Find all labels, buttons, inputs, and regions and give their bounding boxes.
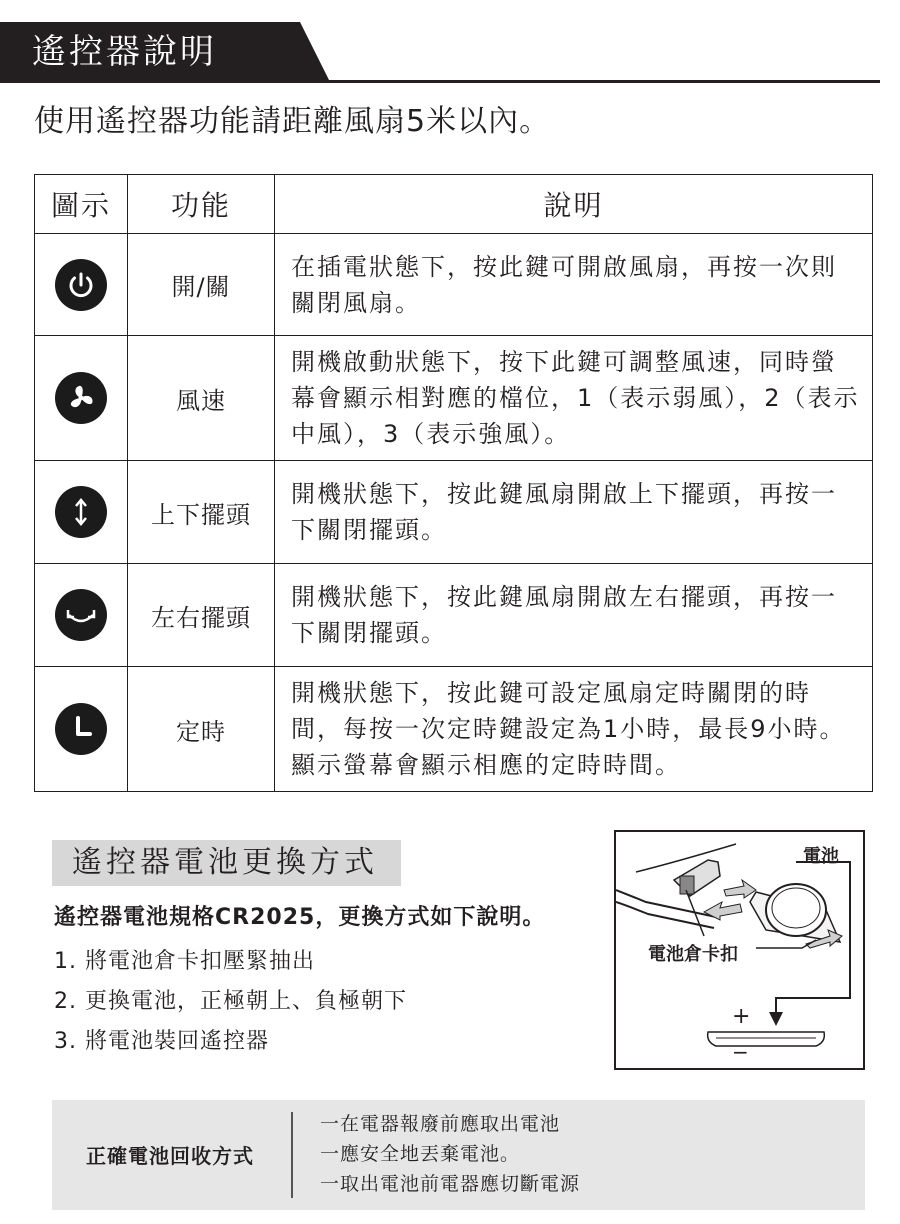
function-label: 左右擺頭 — [128, 564, 275, 667]
function-description: 開機狀態下，按此鍵可設定風扇定時關閉的時間，每按一次定時鍵設定為1小時，最長9小時。顯示螢幕會顯示相應的定時時間。 — [275, 667, 873, 792]
recycle-box — [52, 1100, 865, 1210]
function-table — [34, 174, 873, 792]
function-label: 開/關 — [128, 234, 275, 336]
horizontal-swing-icon — [55, 589, 107, 641]
table-row — [35, 461, 873, 564]
vertical-swing-icon — [55, 486, 107, 538]
table-header-row — [35, 175, 873, 234]
recycle-title: 正確電池回收方式 — [86, 1144, 254, 1168]
step-item: 2. 更換電池，正極朝上、負極朝下 — [54, 989, 407, 1014]
table-row — [35, 336, 873, 461]
function-label: 定時 — [128, 667, 275, 792]
minus-sign: − — [732, 1040, 749, 1064]
table-row — [35, 234, 873, 336]
fan-speed-icon — [55, 372, 107, 424]
function-description: 開機狀態下，按此鍵風扇開啟上下擺頭，再按一下關閉擺頭。 — [275, 461, 873, 564]
page-title: 遙控器說明 — [32, 32, 217, 72]
clip-label: 電池倉卡扣 — [648, 944, 738, 965]
table-row — [35, 564, 873, 667]
timer-icon — [55, 703, 107, 755]
function-description: 在插電狀態下，按此鍵可開啟風扇，再按一次則關閉風扇。 — [275, 234, 873, 336]
step-item: 1. 將電池倉卡扣壓緊抽出 — [54, 949, 315, 974]
function-description: 開機啟動狀態下，按下此鍵可調整風速，同時螢幕會顯示相對應的檔位，1（表示弱風），2（表示中風），3（表示強風）。 — [275, 336, 873, 461]
function-description: 開機狀態下，按此鍵風扇開啟左右擺頭，再按一下關閉擺頭。 — [275, 564, 873, 667]
battery-spec: 遙控器電池規格CR2025，更換方式如下說明。 — [54, 905, 546, 930]
recycle-item: 一應安全地丟棄電池。 — [320, 1143, 521, 1165]
battery-diagram — [614, 830, 865, 1070]
header-description: 說明 — [275, 175, 873, 234]
plus-sign: + — [732, 1004, 751, 1029]
intro-text: 使用遙控器功能請距離風扇5米以內。 — [34, 104, 551, 139]
divider — [291, 1112, 293, 1198]
power-icon — [55, 259, 107, 311]
function-label: 風速 — [128, 336, 275, 461]
header-icon: 圖示 — [35, 175, 128, 234]
battery-label: 電池 — [803, 846, 839, 867]
function-label: 上下擺頭 — [128, 461, 275, 564]
recycle-item: 一在電器報廢前應取出電池 — [320, 1113, 561, 1135]
step-item: 3. 將電池裝回遙控器 — [54, 1029, 269, 1054]
battery-section-title: 遙控器電池更換方式 — [52, 840, 401, 886]
table-row — [35, 667, 873, 792]
recycle-item: 一取出電池前電器應切斷電源 — [320, 1173, 581, 1195]
header-function: 功能 — [128, 175, 275, 234]
